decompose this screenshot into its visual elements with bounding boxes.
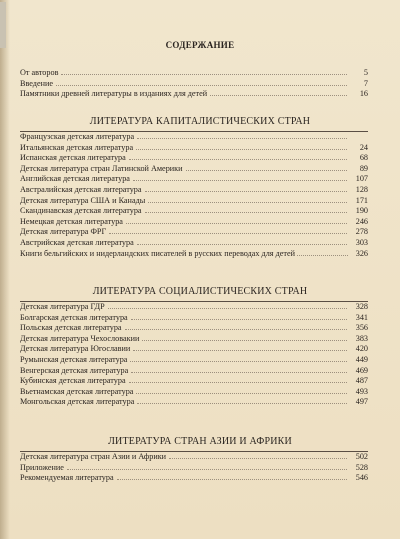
toc-entry xyxy=(20,302,368,313)
toc-entry-page: 5 xyxy=(363,68,368,77)
toc-entry-page: 190 xyxy=(355,206,368,216)
toc-entry-page: 7 xyxy=(363,78,368,88)
dot-leader xyxy=(169,452,347,459)
toc-entry-label: Рекомендуемая литература xyxy=(20,473,114,483)
section-heading: ЛИТЕРАТУРА СОЦИАЛИСТИЧЕСКИХ СТРАН xyxy=(92,286,308,297)
toc-entry-page: 278 xyxy=(355,227,368,237)
toc-entry-page: 68 xyxy=(359,153,368,163)
toc-entry-page: 449 xyxy=(355,354,368,364)
toc-entry-page: 107 xyxy=(355,174,368,184)
toc-entry-label: Детская литература Чехословакии xyxy=(20,333,140,343)
toc-entry-page: 328 xyxy=(355,302,368,311)
dot-leader xyxy=(108,302,347,309)
toc-entry-label: Болгарская детская литература xyxy=(20,312,128,322)
page-title: СОДЕРЖАНИЕ xyxy=(165,40,235,50)
toc-entry-label: Введение xyxy=(20,78,54,88)
toc-entry xyxy=(20,463,368,474)
toc-entry-label: Детская литература США и Канады xyxy=(20,195,146,205)
dot-leader xyxy=(130,355,347,362)
toc-entry xyxy=(20,323,368,334)
toc-entry-page: 246 xyxy=(355,216,368,226)
toc-entry-page: 420 xyxy=(355,344,368,354)
dot-leader xyxy=(109,227,347,234)
toc-entry xyxy=(20,452,368,463)
toc-entry xyxy=(20,89,368,100)
toc-entry xyxy=(20,227,368,238)
toc-section-list xyxy=(20,302,368,408)
toc-entry-label: Австрийская детская литература xyxy=(20,237,134,247)
toc-entry-page: 303 xyxy=(355,237,368,247)
section-heading: ЛИТЕРАТУРА СТРАН АЗИИ И АФРИКИ xyxy=(108,436,292,447)
toc-entry-page: 326 xyxy=(355,248,368,258)
toc-entry xyxy=(20,143,368,154)
toc-entry xyxy=(20,174,368,185)
dot-leader xyxy=(186,164,347,171)
toc-entry-label: Памятники древней литературы в изданиях для детей xyxy=(20,89,208,99)
toc-entry xyxy=(20,366,368,377)
toc-entry-label: От авторов xyxy=(20,68,59,77)
dot-leader xyxy=(133,174,347,181)
toc-entry-label: Кубинская детская литература xyxy=(20,376,126,386)
toc-entry-label: Итальянская детская литература xyxy=(20,142,134,152)
dot-leader xyxy=(56,79,347,86)
toc-entry-page: 171 xyxy=(355,195,368,205)
toc-entry-label: Австралийская детская литература xyxy=(20,184,142,194)
toc-entry xyxy=(20,79,368,90)
toc-entry-label: Английская детская литература xyxy=(20,174,130,184)
dot-leader xyxy=(136,387,347,394)
toc-entry xyxy=(20,473,368,484)
dot-leader xyxy=(137,132,347,139)
toc-entry xyxy=(20,185,368,196)
dot-leader xyxy=(136,143,347,150)
dot-leader xyxy=(145,185,347,192)
toc-section-list xyxy=(20,132,368,259)
toc-entry-page: 493 xyxy=(355,386,368,396)
toc-entry xyxy=(20,238,368,249)
dot-leader xyxy=(142,334,347,341)
toc-entry-page: 528 xyxy=(355,462,368,472)
toc-entry-page: 497 xyxy=(355,397,368,407)
toc-entry xyxy=(20,355,368,366)
toc-entry xyxy=(20,206,368,217)
toc-entry xyxy=(20,249,368,260)
toc-entry xyxy=(20,196,368,207)
page-gutter-shadow xyxy=(0,0,10,539)
toc-entry xyxy=(20,344,368,355)
dot-leader xyxy=(67,463,347,470)
toc-entry-page: 383 xyxy=(355,333,368,343)
toc-entry-label: Детская литература ФРГ xyxy=(20,227,107,237)
dot-leader xyxy=(137,397,347,404)
dot-leader xyxy=(297,249,348,256)
toc-intro-list xyxy=(20,68,368,100)
toc-entry xyxy=(20,68,368,79)
toc-entry-label: Испанская детская литература xyxy=(20,153,126,163)
toc-entry xyxy=(20,313,368,324)
dot-leader xyxy=(131,366,347,373)
dot-leader xyxy=(145,206,347,213)
dot-leader xyxy=(126,217,347,224)
toc-entry-label: Детская литература стран Азии и Африки xyxy=(20,452,167,461)
toc-entry xyxy=(20,217,368,228)
toc-entry xyxy=(20,387,368,398)
toc-entry-label: Детская литература ГДР xyxy=(20,302,105,311)
toc-entry-page: 89 xyxy=(359,163,368,173)
toc-entry-label: Детская литература стран Латинской Америки xyxy=(20,163,183,173)
toc-entry-label: Немецкая детская литература xyxy=(20,216,123,226)
toc-entry xyxy=(20,397,368,408)
dot-leader xyxy=(117,473,347,480)
dot-leader xyxy=(133,344,347,351)
toc-entry-page: 24 xyxy=(359,142,368,152)
toc-entry-label: Детская литература Югославии xyxy=(20,344,131,354)
toc-entry-label: Румынская детская литература xyxy=(20,354,128,364)
dot-leader xyxy=(125,323,347,330)
toc-entry-label: Приложение xyxy=(20,462,64,472)
toc-section-list xyxy=(20,452,368,484)
toc-entry-page: 502 xyxy=(355,452,368,461)
dot-leader xyxy=(148,196,347,203)
toc-entry-label: Французская детская литература xyxy=(20,132,135,141)
toc-entry-label: Венгерская детская литература xyxy=(20,365,129,375)
dot-leader xyxy=(210,89,347,96)
dot-leader xyxy=(137,238,347,245)
toc-entry-page: 128 xyxy=(355,184,368,194)
toc-entry-label: Польская детская литература xyxy=(20,323,122,333)
dot-leader xyxy=(129,376,347,383)
dot-leader xyxy=(61,68,347,75)
toc-entry xyxy=(20,376,368,387)
section-heading: ЛИТЕРАТУРА КАПИТАЛИСТИЧЕСКИХ СТРАН xyxy=(89,116,311,127)
toc-entry-page: 356 xyxy=(355,323,368,333)
toc-entry-label: Монгольская детская литература xyxy=(20,397,135,407)
toc-entry xyxy=(20,334,368,345)
toc-entry xyxy=(20,132,368,143)
toc-entry xyxy=(20,164,368,175)
toc-entry-page: 341 xyxy=(355,312,368,322)
toc-entry-label: Книги бельгийских и нидерландских писателей в русских переводах для детей xyxy=(20,248,296,258)
dot-leader xyxy=(131,313,347,320)
toc-entry-label: Скандинавская детская литература xyxy=(20,206,142,216)
toc-entry-page: 16 xyxy=(359,89,368,99)
toc-entry-page: 469 xyxy=(355,365,368,375)
toc-entry-page: 487 xyxy=(355,376,368,386)
toc-entry-label: Вьетнамская детская литература xyxy=(20,386,134,396)
toc-entry xyxy=(20,153,368,164)
dot-leader xyxy=(129,153,347,160)
toc-entry-page: 546 xyxy=(355,473,368,483)
